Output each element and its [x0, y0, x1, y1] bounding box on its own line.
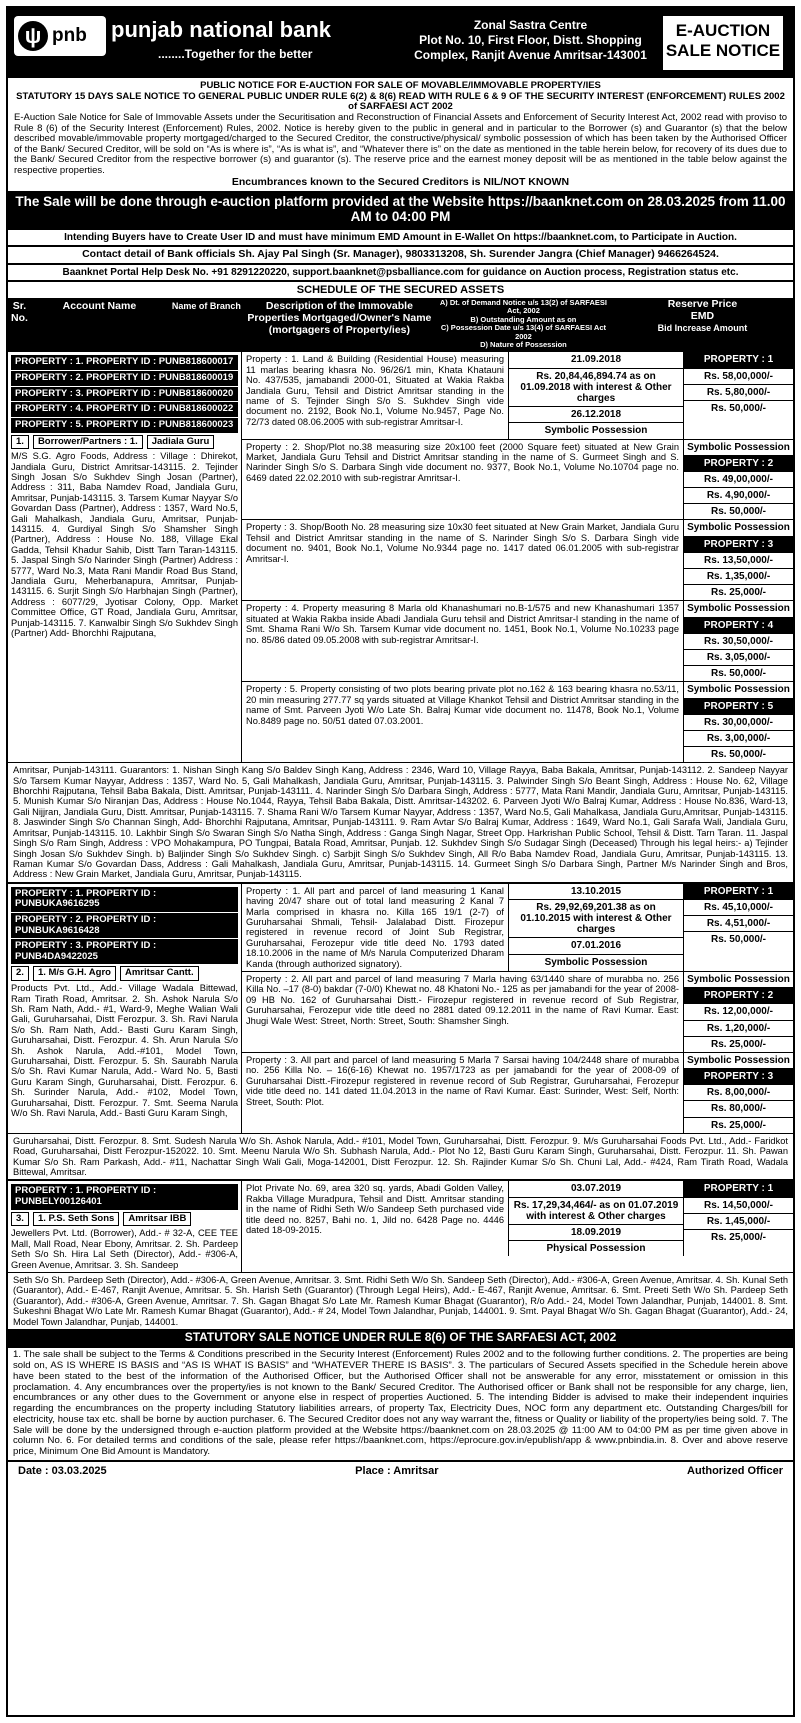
notice-date: Date : 03.03.2025	[18, 1464, 107, 1477]
logo-text: pnb	[52, 25, 87, 47]
property-prices	[683, 1181, 793, 1256]
account-3	[8, 1179, 793, 1329]
col-bid: Bid Increase Amount	[657, 322, 748, 333]
borrower-label: 1. M/s G.H. Agro	[33, 966, 116, 981]
property-prices	[683, 352, 793, 438]
reserve-price: Rs. 58,00,000/-	[684, 369, 793, 385]
reserve-price: Rs. 8,00,000/-	[684, 1085, 793, 1101]
account-1-left	[8, 352, 242, 762]
emd: Rs. 3,00,000/-	[684, 731, 793, 747]
property-id: PROPERTY : 1. PROPERTY ID : PUNB818600017	[11, 355, 238, 370]
possession-type: Symbolic Possession	[684, 1053, 793, 1069]
possession-type: Symbolic Possession	[684, 520, 793, 536]
bid-increase: Rs. 25,000/-	[710, 1119, 767, 1131]
authorized-officer: Authorized Officer	[687, 1464, 783, 1477]
property-id: PROPERTY : 2. PROPERTY ID : PUNBUKA9616428	[11, 913, 238, 938]
property-id: PROPERTY : 1. PROPERTY ID : PUNBELY00126401	[11, 1184, 238, 1209]
sr-no: 2.	[11, 966, 29, 981]
bid-increase: Rs. 25,000/-	[710, 587, 767, 599]
demand-date: 03.07.2019	[509, 1181, 683, 1197]
property-id: PROPERTY : 4. PROPERTY ID : PUNB818600022	[11, 402, 238, 417]
property-id: PROPERTY : 1. PROPERTY ID : PUNBUKA9616295	[11, 887, 238, 912]
property-label: PROPERTY : 2	[684, 988, 793, 1004]
emd: Rs. 4,90,000/-	[684, 488, 793, 504]
possession-type: Symbolic Possession	[684, 972, 793, 988]
reserve-price: Rs. 30,50,000/-	[684, 634, 793, 650]
bid-increase: Rs. 50,000/-	[710, 934, 767, 946]
property-row	[242, 1053, 793, 1133]
bid-increase: Rs. 50,000/-	[710, 506, 767, 518]
property-label: PROPERTY : 1	[684, 352, 793, 368]
col-prices	[612, 299, 792, 350]
col-account: Account Name	[30, 299, 168, 350]
account-3-left	[8, 1181, 242, 1272]
demand-date: 21.09.2018	[509, 352, 683, 368]
emd: Rs. 1,45,000/-	[684, 1214, 793, 1230]
col-emd: EMD	[690, 309, 715, 322]
helpdesk: Baanknet Portal Help Desk No. +91 8291220220, support.baanknet@psballiance.com for guidance on Auction process, Registration status etc.	[8, 263, 793, 280]
bid-increase: Rs. 25,000/-	[710, 1038, 767, 1050]
borrower-details: M/S S.G. Agro Foods, Address : Village : Dhirekot, Jandiala Guru, District Amritsar-143115. 2. Tejinder Singh Josan S/o Sukhdev Singh Josan (Partner), Address : 311, Baba Namdev Road, Jandiala Guru, Amritsar, Punjab-143115. 3. Tarsem Kumar Nayyar S/o Govardan Dass (Partner), Address : 1357, Ward No.5, Gali Mahalkash, Jandiala Guru, Amritsar, Punjab-143115. 4. Gurdiyal Singh S/o Shamsher Singh (Partner), Address : House No. 188, Village Ekal Gadda, Tehsil Khadur Sahib, Distt Tarn Taran-143115. 5. Jaspal Singh S/o Narinder Singh (Partner) Address : 5777, Ward No.3, Mata Rani Mandir Road Bus Stand, Jandiala Guru, Meherbanapura, Amritsar, Punjab-143115. 6. Surjit Singh S/o Harbhajan Singh (Partner), Address : 6077/29, Jyotisar Colony, Opp. Market Committee Office, GT Road, Jandiala Guru, Amritsar, Punjab-143115. 7. Kanwalbir Singh S/o Sukhdev Singh (Partner) Add- Bhorchhi Rajputana,	[11, 451, 238, 639]
property-label: PROPERTY : 3	[684, 1069, 793, 1085]
intending-buyers: Intending Buyers have to Create User ID and must have minimum EMD Amount in E-Wallet On https://baanknet.com, to Participate in Auction.	[8, 228, 793, 245]
property-label: PROPERTY : 1	[684, 884, 793, 900]
col-b: B) Outstanding Amount as on	[470, 314, 577, 324]
property-description: Property : 1. All part and parcel of land measuring 1 Kanal having 20/47 share out of total land measuring 2 Kanal 7 Marla comprised in khasra no. Killa 165 19/1 (2-7) of Guruharsahai Shmali, Tehsil- Jalalabad Distt. Firozepur registered in revenue record of Joint Sub Registrar, Guruharsahai, Ferozepur vide title deed No. 1793 dated 18.10.2006 in the name of M/s Narula Computerized Dharam Kanda (through authorized signatory).	[246, 885, 504, 969]
guarantors-1: Amritsar, Punjab-143111. Guarantors: 1. Nishan Singh Kang S/o Baldev Singh Kang, Address : 2346, Ward 10, Village Rayya, Baba Bakala, Amritsar, Punjab-143112. 2. Sandeep Nayyar S/o Tarsem Kumar Nayyar, Address : 1357, Ward No. 5, Gali Mahalkash, Jandiala Guru, Amritsar, Punjab-143115. 3. Palwinder Singh S/o Beant Singh, Address : House No. 62, Village Bhorchhi Rajputana, Tehsil Baba Bakala, Distt. Amritsar, Punjab-143111. 4. Narinder Singh S/o Darbara Singh, Address : 5777, Mata Rani Mandir, Jandiala Guru, Amritsar, Punjab-143115. 5. Munish Kumar S/o Niranjan Das, Address : House No.1044, Rayya, Tehsil Baba Bakala, Distt. Amritsar-143202. 6. Parveen Jyoti W/o Balraj Kumar, Address : House No.836, Ward-13, Gali Nijjran, Jandiala Guru, Distt. Amritsar, Punjab-143115. 7. Shama Rani W/o Tarsem Kumar Nayyar, Address : 1357, Ward No.5, Gali Mahalkasa, Jandiala Guru,Amritsar, Punjab-143115. 8. Jaswinder Singh S/o Channan Singh, Add- Bhorchhi Rajputana, Amritsar, Punjab-143111. 9. Ram Avtar S/o Balraj Kumar, Address : 1649, Ward No.1, Gali Sarafa Wali, Jandiala Guru, Amritsar, Punjab-143115. 10. Lakhbir Singh S/o Swaran Singh S/o Natha Singh, Address : Ganga Singh Nagar, Street Opp. Harkrishan Public School, Tehsil & Distt. Tarn Taran. 11. Jaspal Singh S/o Ram Singh, Address : VPO Mohakampura, PO Tungpai, Batala Road, Amritsar, Punjab. 12. Sukhdev Singh S/o Sudagar Singh (Deceased) Through his legal heirs:- a) Tejinder Singh Josan S/o Sukhdev Singh. b) Baljinder Singh S/o Sukhdev Singh. c) Sarbjit Singh S/o Sukhdev Singh, All R/o Baba Namdev Road, Jandiala Guru, Amritsar, Punjab-143115. 13. Raman Kumar S/o Govardan Dass, Address : Gali Mahalkash, Jandiala Guru, Amritsar, Punjab-143115. 14. Gurmeet Singh S/o Darbara Singh, Partner M/s Narinder Singh and Bros, Address : New Grain Market, Jandiala Guru, Amritsar, Punjab-143115.	[8, 762, 793, 881]
property-row	[242, 520, 793, 601]
badge-line-1: E-AUCTION	[675, 21, 771, 40]
contact-details: Contact detail of Bank officials Sh. Ajay Pal Singh (Sr. Manager), 9803313208, Sh. Surender Jangra (Chief Manager) 9466264524.	[8, 245, 793, 263]
property-prices	[683, 972, 793, 1052]
property-prices	[683, 440, 793, 520]
bid-increase: Rs. 50,000/-	[710, 749, 767, 761]
property-description: Property : 2. Shop/Plot no.38 measuring size 20x100 feet (2000 Square feet) situated at New Grain Market, Jandiala Guru Tehsil and District Amritsar standing in the name of S. Gurmeet Singh and S. Narinder Singh S/o S. Darbara Singh vide document no. 9377, Book No.1, Volume No.10704 page no. 6469 dated 22.02.2010 with sub-registrar Amritsar-I.	[246, 441, 679, 483]
encumbrances: Encumbrances known to the Secured Creditors is NIL/NOT KNOWN	[231, 175, 570, 188]
property-row	[242, 972, 793, 1053]
possession-type: Symbolic Possession	[684, 601, 793, 617]
possession-date: 18.09.2019	[509, 1225, 683, 1241]
outstanding: Rs. 29,92,69,201.38 as on 01.10.2015 with interest & Other charges	[509, 900, 683, 939]
col-a: A) Dt. of Demand Notice u/s 13(2) of SARFAESI Act, 2002	[439, 298, 607, 316]
property-id: PROPERTY : 5. PROPERTY ID : PUNB818600023	[11, 418, 238, 433]
zone-address	[408, 18, 653, 63]
property-id: PROPERTY : 3. PROPERTY ID : PUNB4DA9422025	[11, 939, 238, 964]
property-prices	[683, 884, 793, 971]
sale-bar: The Sale will be done through e-auction platform provided at the Website https://baanknet.com on 28.03.2025 from 11.00 AM to 04:00 PM	[8, 191, 793, 227]
property-prices	[683, 520, 793, 600]
borrower-details: Jewellers Pvt. Ltd. (Borrower), Add.- # 32-A, CEE TEE Mall, Mall Road, Near Ebony, Amritsar. 2. Sh. Pardeep Seth S/o Sh. Hira Lal Seth (Director), Add.- #306-A, Green Avenue, Amritsar. 3. Sh. Sandeep	[11, 1228, 238, 1270]
property-description: Property : 5. Property consisting of two plots bearing private plot no.162 & 163 bearing khasra no.53/11, 20 min measuring 277.77 sq yards situated at Village Khankot Tehsil and District Amritsar standing in the name of Smt. Parveen Jyoti W/o Late Sh. Balraj Kumar vide document no. 11478, Book No.1, Volume No.8489 page no. 50/51 dated 07.03.2001.	[246, 684, 679, 726]
possession-type: Symbolic Possession	[544, 956, 648, 968]
pnb-logo	[14, 16, 106, 56]
zone-line-1: Zonal Sastra Centre	[473, 18, 588, 32]
account-1-properties	[242, 352, 793, 762]
reserve-price: Rs. 49,00,000/-	[684, 472, 793, 488]
footer	[8, 1460, 793, 1480]
col-reserve: Reserve Price	[667, 298, 738, 311]
possession-type: Symbolic Possession	[684, 440, 793, 456]
emd: Rs. 1,35,000/-	[684, 569, 793, 585]
notice-place: Place : Amritsar	[355, 1464, 439, 1477]
col-c: C) Possession Date u/s 13(4) of SARFAESI Act 2002	[440, 323, 606, 341]
property-description: Property : 3. Shop/Booth No. 28 measuring size 10x30 feet situated at New Grain Market, Jandiala Guru Tehsil and District Amritsar standing in the name of S. Narinder Singh S/o S. Darbara Singh vide document no. 9401, Book No.1, Volume No.9344 page no. 1417 dated 06.01.2005 with sub-registrar Amritsar-I.	[246, 522, 679, 564]
statutory-title: STATUTORY SALE NOTICE UNDER RULE 8(6) OF THE SARFAESI ACT, 2002	[8, 1329, 793, 1346]
demand-date: 13.10.2015	[509, 884, 683, 900]
property-label: PROPERTY : 1	[684, 1181, 793, 1197]
account-3-properties	[242, 1181, 793, 1272]
possession-date: 07.01.2016	[509, 938, 683, 954]
property-label: PROPERTY : 2	[684, 456, 793, 472]
reserve-price: Rs. 14,50,000/-	[684, 1198, 793, 1214]
badge-line-2: SALE NOTICE	[665, 41, 781, 61]
guarantors-2: Guruharsahai, Distt. Ferozpur. 8. Smt. Sudesh Narula W/o Sh. Ashok Narula, Add.- #101, Model Town, Guruharsahai, Distt. Ferozpur. 9. M/s Guruharsahai Foods Pvt. Ltd., Add.- Faridkot Road, Guruharsahai, Distt Ferozpur-152022. 10. Smt. Meenu Narula W/o Sh. Subhash Narula, Add.- Plot No 12, Basti Guru Karam Singh, Guruharsahai, Distt. Ferozpur. 11. Sh. Pawan Kumar S/o Sh. Ram Parkash, Add.- #11, Nachattar Singh Wali Gali, Moga-142001, Distt Ferozpur. 12. Sh. Rajinder Kumar S/o Sh. Chuni Lal, Add.- #424, Ram Tirath Road, Wadala Bittewal, Amritsar.	[8, 1133, 793, 1180]
property-description: Property : 1. Land & Building (Residential House) measuring 11 marlas bearing khasra No. 96/26/1 min, Khata Khatauni No. 437/535, jamabandi 2000-01, Situated at Wakia Rakba Jandiala Guru, Tehsil and District Amritsar standing in the name of S. Tejinder Singh S/o S. Sukhdev Singh vide document no. 2192, Book No.1, Volume No.9457, Page No. 72/73 dated 08.06.2005 with sub-registrar Amritsar-I.	[246, 354, 504, 427]
col-branch: Name of Branch	[168, 299, 244, 350]
property-description: Property : 4. Property measuring 8 Marla old Khanashumari no.B-1/575 and new Khanashumari 1357 situated at Wakia Rakba inside Abadi Jandiala Guru tehsil and District Amritsar-I standing in the name of Smt. Shama Rani W/o Sh. Tarsem Kumar vide document no. 1451, Book No.1, Volume No.10233 page no. 85/86 dated 09.05.2008 with sub-registrar Amritsar-I.	[246, 603, 679, 645]
property-row	[242, 440, 793, 521]
notice-title-2: STATUTORY 15 DAYS SALE NOTICE TO GENERAL PUBLIC UNDER RULE 6(2) & 8(6) READ WITH RULE 6 & 9 OF THE SECURITY INTEREST (ENFORCEMENT) RULES 2002 of SARFAESI ACT 2002	[16, 90, 785, 113]
property-description: Plot Private No. 69, area 320 sq. yards, Abadi Golden Valley, Rakba Village Muradpura, Tehsil and Distt. Amritsar standing in the name of Ridhi Seth W/o Sandeep Seth purchased vide title deed no. 8257, Bahi no. 1, Jild no. 6428 Page no. 4446 dated 18-09-2015.	[246, 1183, 504, 1236]
statutory-terms: 1. The sale shall be subject to the Terms & Conditions prescribed in the Security Interest (Enforcement) Rules 2002 and to the following further conditions. 2. The properties are being sold on, AS IS WHERE IS BASIS and “AS IS WHAT IS BASIS” and “WHATEVER THERE IS BASIS”. 3. The particulars of Secured Assets specified in the Schedule herein above have been stated to the best of the information of the Authorised Officer, but the Authorised Officer shall not be answerable for any error, misstatement or omission in this proclamation. 4. Any encumbrances over the property/ies is not known to the Bank/ Secured Creditor. The Authorised officer or Bank shall not be responsible for any charge, lien, encumbrances or any other dues to the Government or anyone else in respect of properties Auctioned. 5. The intending Bidder is advised to make their independent inquiries regarding the encumbrances on the property including Statutory liabilities arrears, of property Tax, Electricity Dues, NOC form any department etc. Outstanding Charges/bill for electricity, house tax etc. shall be borne by auction purchaser. 6. The Secured Creditor does not any way warrant the, fitness or Quality or liability of the property/ies being sold. 7. The Sale will be done by the undersigned through e-auction platform provided at the Website https://baanknet.com on 28.03.2025 @ 11:00 AM to 04:00 PM as per time given above in column No. 6. For detailed terms and conditions of the sale, please refer https://baanknet.com, https://eprocure.gov.in/epublish/app & www.pnbindia.in. 8. Over and above reserve price, Minimum One Bid Amount is Mandatory.	[8, 1346, 793, 1459]
sr-no: 3.	[11, 1212, 29, 1227]
notice-body: E-Auction Sale Notice for Sale of Immovable Assets under the Securitisation and Reconstruction of Financial Assets and Enforcement of Security Interest Act, 2002 read with proviso to Rule 8 (6) of the Security Interest (Enforcement) Rules, 2002. Notice is hereby given to the public in general and in particular to the Borrower (s) and Guarantor (s) that the below described movable/immovable property mortgaged/charged to the Secured Creditor, the constructive/physical/ symbolic possession of which has been taken by the Authorised Officer of the Bank/ Secured Creditor, will be sold on “As is where is”, “As is what is”, and “Whatever there is” on the date as mentioned in the table herein below, for recovery of its dues due to the Bank/ Secured Creditor from the respective borrower (s) and guarantor (s). The reserve price and the earnest money deposit will be as mentioned in the table below against the respective properties.	[14, 111, 787, 176]
property-row	[242, 601, 793, 682]
notice-title-1: PUBLIC NOTICE FOR E-AUCTION FOR SALE OF MOVABLE/IMMOVABLE PROPERTY/IES	[200, 80, 601, 91]
property-label: PROPERTY : 4	[684, 618, 793, 634]
outstanding: Rs. 17,29,34,464/- as on 01.07.2019 with interest & Other charges	[509, 1198, 683, 1225]
property-dates	[508, 1181, 683, 1256]
property-prices	[683, 601, 793, 681]
col-description: Description of the Immovable Properties Mortgaged/Owner's Name (mortgagers of Property/ies)	[244, 299, 434, 350]
property-prices	[683, 1053, 793, 1133]
bid-increase: Rs. 25,000/-	[710, 1232, 767, 1244]
reserve-price: Rs. 45,10,000/-	[684, 900, 793, 916]
property-id: PROPERTY : 2. PROPERTY ID : PUNB818600019	[11, 371, 238, 386]
branch-name: Amritsar IBB	[123, 1212, 191, 1227]
zone-line-3: Complex, Ranjit Avenue Amritsar-143001	[414, 48, 647, 62]
property-row	[242, 352, 793, 439]
col-srno: Sr. No.	[9, 299, 31, 350]
reserve-price: Rs. 12,00,000/-	[684, 1004, 793, 1020]
col-dates	[434, 299, 612, 350]
account-2	[8, 882, 793, 1180]
tagline: ........Together for the better	[158, 47, 313, 61]
zone-line-2: Plot No. 10, First Floor, Distt. Shopping	[419, 33, 642, 47]
property-prices	[683, 682, 793, 762]
possession-type: Symbolic Possession	[544, 425, 648, 437]
header	[8, 8, 793, 78]
possession-type: Physical Possession	[546, 1243, 646, 1255]
reserve-price: Rs. 13,50,000/-	[684, 553, 793, 569]
possession-type: Symbolic Possession	[684, 682, 793, 698]
bid-increase: Rs. 50,000/-	[710, 668, 767, 680]
schedule-header	[8, 298, 793, 350]
property-row	[242, 682, 793, 762]
notice-page	[6, 6, 795, 1717]
emd: Rs. 5,80,000/-	[684, 385, 793, 401]
property-row	[242, 884, 793, 972]
borrower-details: Products Pvt. Ltd., Add.- Village Wadala Bittewad, Ram Tirath Road, Amritsar. 2. Sh. Ashok Narula S/o Sh. Ram Nath, Add.- #1, Ward-9, Meghe Walian Wali Gali, Guruharsahai, Distt Ferozpur. 3. Sh. Ravi Narula S/o Sh. Ram Nath, Add.- Basti Guru Karam Singh, Guruharsahai, Distt. Ferozpur. 4. Sh. Arun Narula S/o Sh. Ashok Narula, Add.-#101, Model Town, Guruharsahai, Distt. Ferozpur. 5. Sh. Saurabh Narula S/o Sh. Ravi Kumar Narula, Add.- Ward No. 5, Basti Guru Karam Singh, Guruharsahai, Distt. Ferozpur. 6. Sh. Surinder Narula, Add.- #102, Model Town, Guruharsahai, Distt. Ferozpur. 7. Smt. Seema Narula W/o Sh. Ravi Narula, Add.- Basti Guru Karam Singh,	[11, 983, 238, 1118]
guarantors-3: Seth S/o Sh. Pardeep Seth (Director), Add.- #306-A, Green Avenue, Amritsar. 3. Smt. Ridhi Seth W/o Sh. Sandeep Seth (Director), Add.- #306-A, Green Avenue, Amritsar. 4. Sh. Kunal Seth (Guarantor), Add.- E-467, Ranjit Avenue, Amritsar. 5. Sh. Harish Seth (Guarantor) (Through Legal Heirs), Add.- E-467, Ranjit Avenue, Amritsar. 6. Smt. Preeti Seth W/o Sh. Pardeep Seth (Guarantor), Add.- #306-A, Green Avenue, Amritsar. 7. Sh. Gagan Bhagat S/o Late Mr. Ramesh Kumar Bhagat (Guarantor), R/o Add.- 24, Model Town Jalandhar, Punjab, 144001. 8. Smt. Sukeshni Bhagat W/o Late Mr. Ramesh Kumar Bhagat (Guarantor), Add.- # 24, Model Town Jalandhar, Punjab, 144001. 9. Smt. Payal Bhagat W/o Sh. Gagan Bhagat (Guarantor), Add.- 24, Model Town Jalandhar, Punjab, 144001.	[8, 1272, 793, 1329]
branch-name: Amritsar Cantt.	[120, 966, 199, 981]
property-row	[242, 1181, 793, 1256]
account-2-left	[8, 884, 242, 1133]
property-dates	[508, 884, 683, 971]
account-2-properties	[242, 884, 793, 1133]
property-description: Property : 3. All part and parcel of land measuring 5 Marla 7 Sarsai having 104/2448 share of murabba no. 256 Killa No. – 16(6-16) Khewat no. 1957/1723 as per jamabandi for the year of 2008-09 of Guruharsahai Distt.-Firozepur registered in revenue record of Sub Registrar, Guruharsahai, Ferozepur vide title deed no. 141 dated 11.04.2013 in the name of Ravi Kumar. East: Surinder, West: Self, North: Street, South: Plot.	[246, 1054, 679, 1107]
schedule-title: SCHEDULE OF THE SECURED ASSETS	[8, 280, 793, 298]
col-d: D) Nature of Possession	[480, 339, 567, 349]
property-id: PROPERTY : 3. PROPERTY ID : PUNB818600020	[11, 387, 238, 402]
emd: Rs. 4,51,000/-	[684, 916, 793, 932]
emd: Rs. 1,20,000/-	[684, 1021, 793, 1037]
eauction-badge	[661, 14, 785, 72]
borrower-label: 1. P.S. Seth Sons	[33, 1212, 119, 1227]
property-label: PROPERTY : 3	[684, 537, 793, 553]
branch-name: Jadiala Guru	[147, 435, 215, 450]
reserve-price: Rs. 30,00,000/-	[684, 715, 793, 731]
property-description: Property : 2. All part and parcel of land measuring 7 Marla having 63/1440 share of murabba no. 256 Killa No. –17 (8-0) bakdar (7-0/0) Khewat no. 48 Khatoni No.- 125 as per jamabandi for the year of 2008-09 HB No. 162 of Guruharsahai Distt.- Firozepur registered in revenue record of Sub Registrar, Guruharsahai, Ferozepur vide title deed no 2881 dated 09.12.2011 in the name of Ravi Kumar. East: Jhugi Wale West: Street, North: Street, South: Shamsher Singh.	[246, 973, 679, 1026]
borrower-label: Borrower/Partners : 1.	[33, 435, 143, 450]
bid-increase: Rs. 50,000/-	[710, 402, 767, 414]
possession-date: 26.12.2018	[509, 407, 683, 423]
pnb-emblem-icon: ψ	[18, 21, 48, 51]
sr-no: 1.	[11, 435, 29, 450]
account-1	[8, 350, 793, 881]
property-label: PROPERTY : 5	[684, 699, 793, 715]
intro	[8, 78, 793, 191]
bank-name: punjab national bank	[111, 17, 332, 42]
emd: Rs. 80,000/-	[684, 1101, 793, 1117]
emd: Rs. 3,05,000/-	[684, 650, 793, 666]
outstanding: Rs. 20,84,46,894.74 as on 01.09.2018 with interest & Other charges	[509, 369, 683, 408]
property-dates	[508, 352, 683, 438]
